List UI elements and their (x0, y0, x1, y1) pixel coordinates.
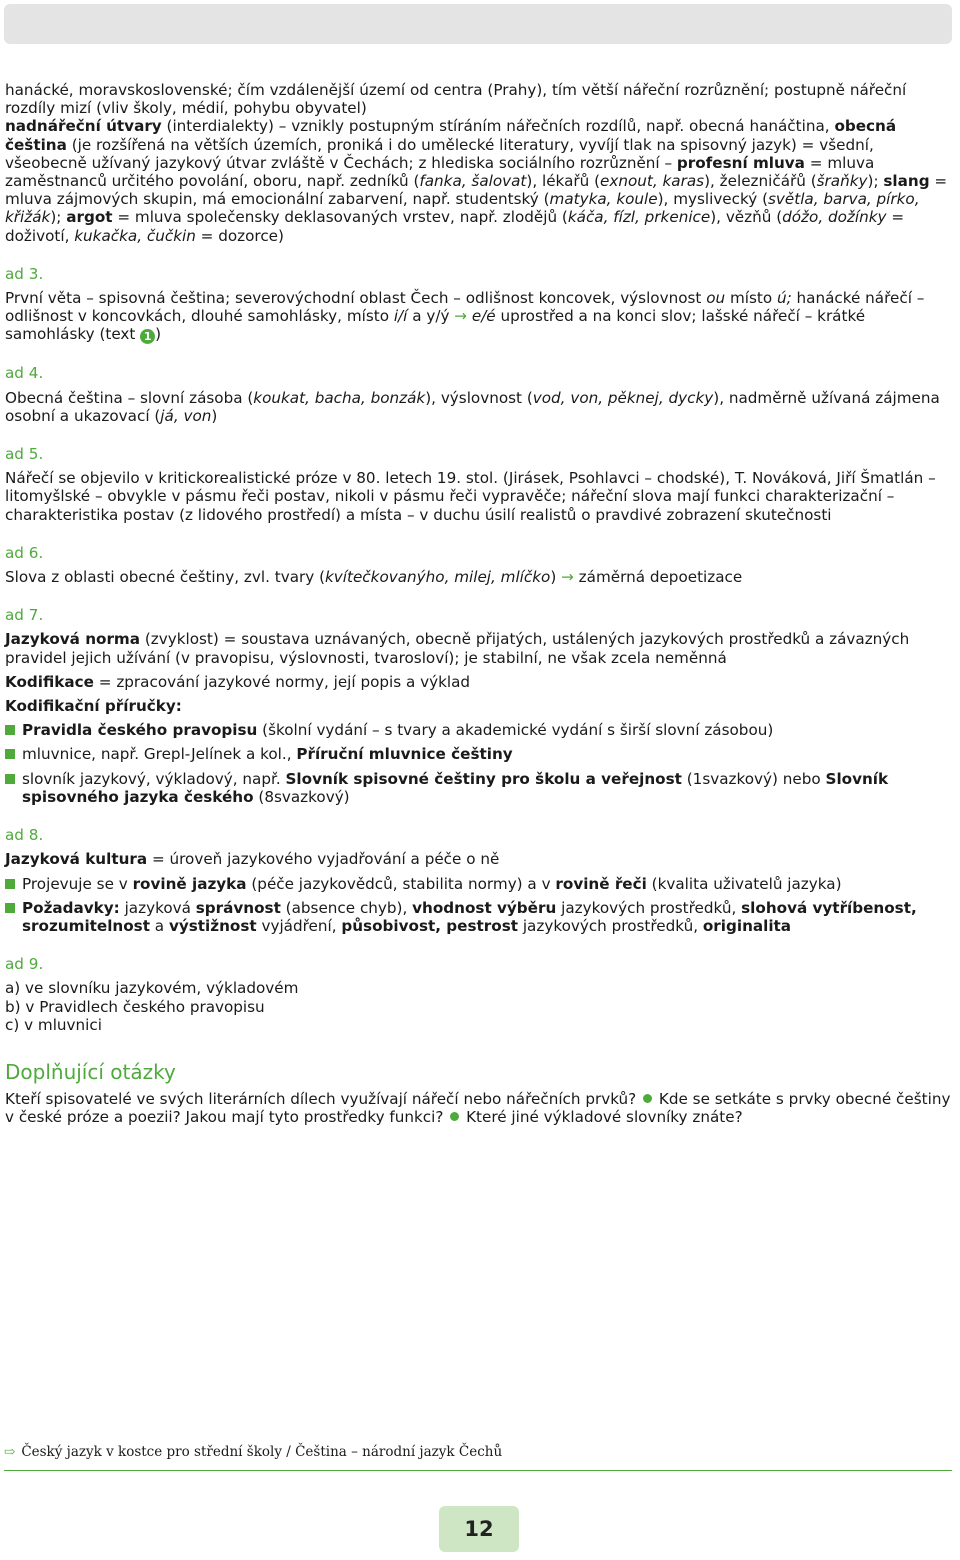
arrow-right-icon: → (561, 568, 574, 587)
ad8-kultura: Jazyková kultura = úroveň jazykového vyjadřování a péče o ně (5, 850, 500, 869)
ad7-kodifikace: Kodifikace = zpracování jazykové normy, její popis a výklad (5, 672, 471, 691)
ad3-label: ad 3. (5, 264, 44, 283)
term-obecna-cestina: obecná čeština (5, 117, 897, 154)
ad7-prirucky-heading: Kodifikační příručky: (5, 697, 182, 716)
list-item: Požadavky: jazyková správnost (absence chyb), vhodnost výběru jazykových prostředků, slohová vytříbenost, srozumitelnost a výstižnost vyjádření, působivost, pestrost jazykových prostředků, originalita (5, 899, 953, 935)
bullet-square-icon (5, 774, 15, 784)
bullet-square-icon (5, 879, 15, 889)
term-nadnarecni: nadnářeční útvary (5, 117, 162, 136)
ad6-label: ad 6. (5, 543, 44, 562)
intro-paragraph: hanácké, moravskoslovenské; čím vzdálenější území od centra (Prahy), tím větší nářeční rozrůznění; postupně nářeční rozdíly mizí (vliv školy, médií, pohybu obyvatel) nadnářeční útvary (interdialekty) – vznikly postupným stíráním nářečních rozdílů, např. obecná hanáčtina, obecná čeština (je rozšířená na větších územích, proniká i do umělecké literatury, vyvíjí tlak na spisovný jazyk) = všední, všeobecně užívaný jazykový útvar zvláště v Čechách; z hlediska sociálního rozrůznění – profesní mluva = mluva zaměstnanců určitého povolání, oboru, např. zedníků (fanka, šalovat), lékařů (exnout, karas), železničářů (šraňky); slang = mluva zájmových skupin, má emocionální zabarvení, např. studentský (matyka, koule), myslivecký (světla, barva, pírko, křižák); argot = mluva společensky deklasovaných vrstev, např. zlodějů (káča, fízl, prkenice), vězňů (dóžo, dožínky = doživotí, kukačka, čučkin = dozorce) (5, 81, 948, 245)
doplnujici-questions: Kteří spisovatelé ve svých literárních dílech využívají nářečí nebo nářečních prvků? Kde se setkáte s prvky obecné češtiny v české próze a poezii? Jakou mají tyto prostředky funkci? Které jiné výkladové slovníky znáte? (5, 1089, 951, 1127)
ad8-label: ad 8. (5, 826, 44, 845)
ad9-label: ad 9. (5, 955, 44, 974)
term-profesni-mluva: profesní mluva (676, 153, 805, 172)
bullet-dot-icon (450, 1112, 459, 1121)
text-number-badge: 1 (140, 329, 155, 344)
footer (4, 1442, 952, 1471)
ad5-label: ad 5. (5, 445, 44, 464)
bullet-square-icon (5, 749, 15, 759)
bullet-dot-icon (643, 1094, 652, 1103)
doplnujici-heading: Doplňující otázky (5, 1059, 176, 1084)
term-argot: argot (66, 208, 113, 227)
top-header-bar (4, 4, 952, 44)
page-number: 12 (439, 1506, 519, 1552)
list-item: slovník jazykový, výkladový, např. Slovník spisovné češtiny pro školu a veřejnost (1svazkový) nebo Slovník spisovného jazyka českého (8svazkový) (5, 770, 953, 806)
footer-text: Český jazyk v kostce pro střední školy / Čeština – národní jazyk Čechů (21, 1444, 503, 1460)
ad7-norma: Jazyková norma (zvyklost) = soustava uznávaných, obecně přijatých, ustálených jazykových prostředků a závazných pravidel jejich užívání (v pravopisu, výslovnosti, tvarosloví); je stabilní, ne však zcela neměnná (5, 630, 910, 667)
arrow-right-icon: → (454, 307, 468, 326)
ad6-text: Slova z oblasti obecné češtiny, zvl. tvary (kvítečkovanýho, milej, mlíčko) → záměrná depoetizace (5, 568, 743, 587)
ad7-label: ad 7. (5, 606, 44, 625)
footer-arrow-icon: ⇨ (4, 1444, 16, 1460)
ad9-item-c: c) v mluvnici (5, 1015, 102, 1034)
bullet-square-icon (5, 903, 15, 913)
list-item: mluvnice, např. Grepl-Jelínek a kol., Příruční mluvnice češtiny (5, 745, 953, 763)
ad4-text: Obecná čeština – slovní zásoba (koukat, bacha, bonzák), výslovnost (vod, von, pěknej, dycky), nadměrně užívaná zájmena osobní a ukazovací (já, von) (5, 388, 940, 425)
list-item: Pravidla českého pravopisu (školní vydání – s tvary a akademické vydání s širší slovní zásobou) (5, 721, 953, 739)
ad9-item-a: a) ve slovníku jazykovém, výkladovém (5, 979, 299, 998)
ad4-label: ad 4. (5, 364, 44, 383)
list-item: Projevuje se v rovině jazyka (péče jazykovědců, stabilita normy) a v rovině řeči (kvalita uživatelů jazyka) (5, 875, 953, 893)
term-slang: slang (883, 172, 930, 191)
page-content (5, 81, 953, 1126)
ad9-item-b: b) v Pravidlech českého pravopisu (5, 997, 265, 1016)
ad3-text: První věta – spisovná čeština; severovýchodní oblast Čech – odlišnost koncovek, výslovnost ou místo ú; hanácké nářečí – odlišnost v koncovkách, dlouhé samohlásky, místo i/í a y/ý → e/é uprostřed a na konci slov; lašské nářečí – krátké samohlásky (text 1 ) (5, 289, 925, 344)
bullet-square-icon (5, 725, 15, 735)
ad5-text: Nářečí se objevilo v kritickorealistické próze v 80. letech 19. stol. (Jirásek, Psohlavci – chodské), T. Nováková, Jiří Šmatlán – litomyšlské – obvykle v pásmu řeči postav, nikoli v pásmu řeči vypravěče; nářeční slova mají funkci charakterizační – charakteristika postav (z lidového prostředí) a místa – v duchu úsilí realistů o pravdivé zobrazení skutečnosti (5, 469, 936, 524)
